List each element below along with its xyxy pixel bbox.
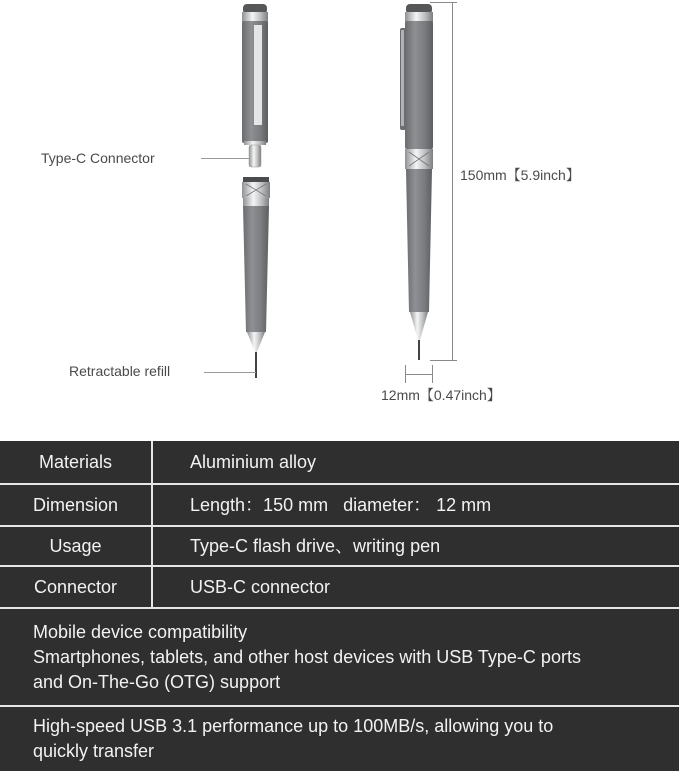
spec-label-materials: Materials [0, 441, 153, 483]
spec-table [0, 441, 679, 771]
performance-line-1: High-speed USB 3.1 performance up to 100MB/s, allowing you to [33, 716, 554, 736]
length-dimension-tick-top [430, 2, 457, 3]
performance-cell [0, 705, 679, 771]
length-dimension-tick-bottom [430, 360, 457, 361]
pen-assembled [400, 4, 433, 360]
spec-value-connector: USB-C connector [153, 565, 679, 607]
table-row [0, 705, 679, 771]
table-row [0, 483, 679, 525]
spec-label-dimension: Dimension [0, 483, 153, 525]
connector-leader [201, 158, 249, 159]
diameter-dimension-line [405, 374, 433, 375]
connector-callout: Type-C Connector [41, 150, 155, 166]
spec-label-usage: Usage [0, 525, 153, 565]
compatibility-cell [0, 607, 679, 705]
usb-c-plug [249, 145, 261, 167]
compatibility-line-2: and On-The-Go (OTG) support [33, 671, 281, 692]
spec-value-dimension: Length：150 mm diameter： 12 mm [153, 483, 679, 525]
pen-lower-body [242, 177, 270, 378]
compatibility-line-1: Smartphones, tablets, and other host devices with USB Type-C ports [33, 646, 581, 667]
pen-cap-section [242, 4, 268, 145]
performance-line-2: quickly transfer [33, 741, 155, 761]
spec-label-connector: Connector [0, 565, 153, 607]
diameter-callout: 12mm【0.47inch】 [381, 387, 501, 403]
length-dimension-line [452, 2, 453, 361]
spec-value-materials: Aluminium alloy [153, 441, 679, 483]
length-callout: 150mm【5.9inch】 [460, 167, 580, 183]
compatibility-heading: Mobile device compatibility [33, 621, 248, 642]
table-row [0, 607, 679, 705]
table-row [0, 565, 679, 607]
refill-callout: Retractable refill [69, 363, 171, 379]
table-row [0, 525, 679, 565]
table-row [0, 441, 679, 483]
refill-leader [204, 372, 256, 373]
spec-value-usage: Type-C flash drive、writing pen [153, 525, 679, 565]
